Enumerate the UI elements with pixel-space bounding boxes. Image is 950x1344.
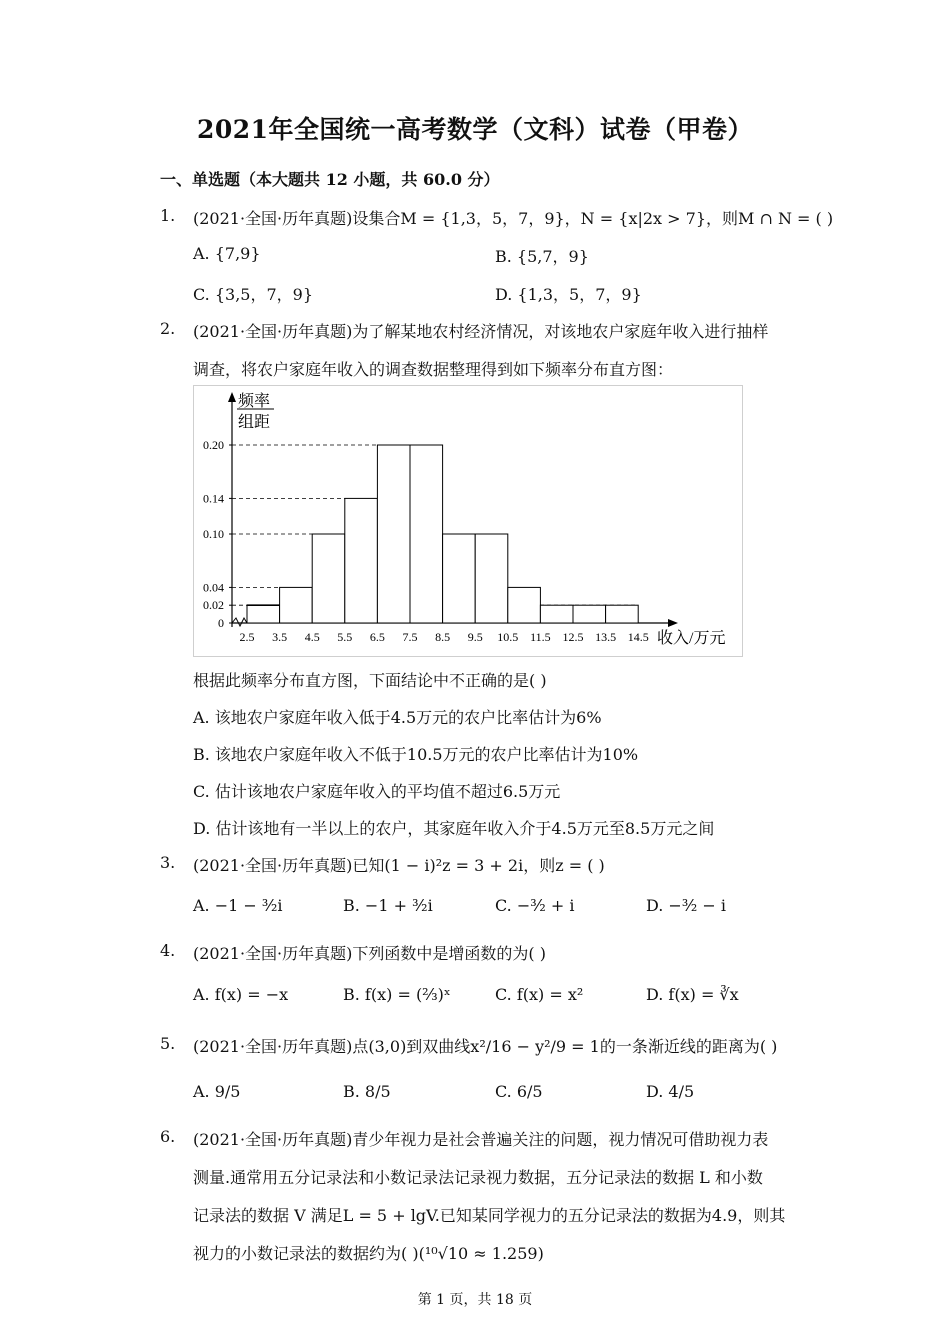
y-tick-label: 0.10 [203, 527, 224, 541]
question-6-stem-line-1: (2021·全国·历年真题)青少年视力是社会普遍关注的问题，视力情况可借助视力表 [193, 1130, 769, 1149]
question-2-prompt: 根据此频率分布直方图，下面结论中不正确的是( ) [193, 671, 547, 690]
histogram-bar [280, 587, 313, 623]
question-4-option-a[interactable]: A. f(x) = −x [193, 985, 289, 1004]
question-6-stem-line-3: 记录法的数据 V 满足L = 5 + lgV.已知某同学视力的五分记录法的数据为4.9，则其 [193, 1206, 786, 1225]
y-tick-label: 0.20 [203, 438, 224, 452]
question-2-option-d[interactable]: D. 估计该地有一半以上的农户，其家庭年收入介于4.5万元至8.5万元之间 [193, 819, 715, 838]
histogram-bar [573, 605, 606, 623]
x-tick-label: 8.5 [435, 630, 451, 644]
question-2-stem-line-2: 调查，将农户家庭年收入的调查数据整理得到如下频率分布直方图： [193, 360, 674, 379]
x-tick-label: 11.5 [530, 630, 551, 644]
histogram-svg [194, 386, 742, 656]
question-1-option-b[interactable]: B. {5,7，9} [495, 247, 589, 266]
question-2-stem-line-1: (2021·全国·历年真题)为了解某地农村经济情况，对该地农户家庭年收入进行抽样 [193, 322, 769, 341]
page-title: 2021年全国统一高考数学（文科）试卷（甲卷） [196, 115, 754, 144]
x-tick-label: 9.5 [467, 630, 483, 644]
histogram-bar [443, 534, 476, 623]
x-tick-label: 5.5 [337, 630, 353, 644]
y-axis-label-bottom: 组距 [238, 414, 271, 431]
question-1-option-a[interactable]: A. {7,9} [193, 244, 261, 263]
x-tick-label: 12.5 [562, 630, 584, 644]
x-axis-arrow [668, 619, 678, 627]
question-6-stem-line-2: 测量.通常用五分记录法和小数记录法记录视力数据，五分记录法的数据 L 和小数 [193, 1168, 763, 1187]
histogram-bar [508, 587, 541, 623]
x-tick-label: 2.5 [239, 630, 255, 644]
y-axis-arrow [228, 392, 236, 402]
y-tick-label: 0.02 [203, 598, 224, 613]
question-3-option-b[interactable]: B. −1 + ³⁄₂i [343, 896, 433, 915]
page-footer: 第 1 页，共 18 页 [417, 1292, 533, 1308]
question-3-option-a[interactable]: A. −1 − ³⁄₂i [193, 896, 283, 915]
y-tick-label: 0.14 [203, 491, 224, 506]
histogram-bar [606, 605, 639, 623]
question-6-stem-line-4: 视力的小数记录法的数据约为( )(¹⁰√10 ≈ 1.259) [193, 1244, 544, 1263]
question-2-option-b[interactable]: B. 该地农户家庭年收入不低于10.5万元的农户比率估计为10% [193, 745, 639, 764]
x-axis-label: 收入/万元 [657, 630, 726, 647]
question-4-option-c[interactable]: C. f(x) = x² [495, 985, 584, 1004]
question-1-stem: (2021·全国·历年真题)设集合M = {1,3，5，7，9}，N = {x|2x > 7}，则M ∩ N = ( ) [193, 209, 834, 228]
question-1-number: 1. [160, 206, 176, 225]
y-tick-label: 0.04 [203, 580, 224, 595]
question-5-option-d[interactable]: D. 4/5 [646, 1082, 695, 1101]
histogram-bar [475, 534, 508, 623]
y-axis-label-top: 频率 [238, 393, 271, 410]
question-5-option-c[interactable]: C. 6/5 [495, 1082, 543, 1101]
question-3-stem: (2021·全国·历年真题)已知(1 − i)²z = 3 + 2i，则z = ( ) [193, 856, 605, 875]
question-4-option-b[interactable]: B. f(x) = (²⁄₃)ˣ [343, 985, 451, 1004]
histogram-bar [247, 605, 280, 623]
question-4-option-d[interactable]: D. f(x) = ∛x [646, 985, 739, 1004]
x-tick-label: 3.5 [272, 630, 288, 644]
histogram-bar [345, 498, 378, 623]
question-5-number: 5. [160, 1034, 176, 1053]
question-2-option-c[interactable]: C. 估计该地农户家庭年收入的平均值不超过6.5万元 [193, 782, 561, 801]
question-3-option-c[interactable]: C. −³⁄₂ + i [495, 896, 575, 915]
question-4-stem: (2021·全国·历年真题)下列函数中是增函数的为( ) [193, 944, 546, 963]
x-tick-label: 10.5 [497, 630, 519, 644]
x-tick-label: 7.5 [402, 630, 418, 644]
question-1-option-c[interactable]: C. {3,5，7，9} [193, 285, 314, 304]
x-tick-label: 4.5 [304, 630, 320, 644]
frequency-histogram [194, 386, 742, 660]
y-tick-label: 0 [218, 616, 224, 630]
question-4-number: 4. [160, 941, 176, 960]
question-6-number: 6. [160, 1127, 176, 1146]
question-3-number: 3. [160, 853, 176, 872]
histogram-bar [540, 605, 573, 623]
axis-break-icon [232, 618, 247, 626]
question-1-option-d[interactable]: D. {1,3，5，7，9} [495, 285, 642, 304]
question-5-option-b[interactable]: B. 8/5 [343, 1082, 391, 1101]
histogram-bar [312, 534, 345, 623]
x-tick-label: 13.5 [595, 630, 617, 644]
x-tick-label: 6.5 [369, 630, 385, 644]
histogram-bar [410, 445, 443, 623]
question-5-option-a[interactable]: A. 9/5 [193, 1082, 241, 1101]
section-heading: 一、单选题（本大题共 12 小题，共 60.0 分） [160, 170, 500, 189]
question-2-option-a[interactable]: A. 该地农户家庭年收入低于4.5万元的农户比率估计为6% [193, 708, 602, 727]
question-3-option-d[interactable]: D. −³⁄₂ − i [646, 896, 727, 915]
x-tick-label: 14.5 [627, 630, 649, 644]
histogram-bar [377, 445, 410, 623]
question-5-stem: (2021·全国·历年真题)点(3,0)到双曲线x²/16 − y²/9 = 1的一条渐近线的距离为( ) [193, 1037, 778, 1056]
question-2-number: 2. [160, 319, 176, 338]
histogram-figure [193, 385, 743, 657]
